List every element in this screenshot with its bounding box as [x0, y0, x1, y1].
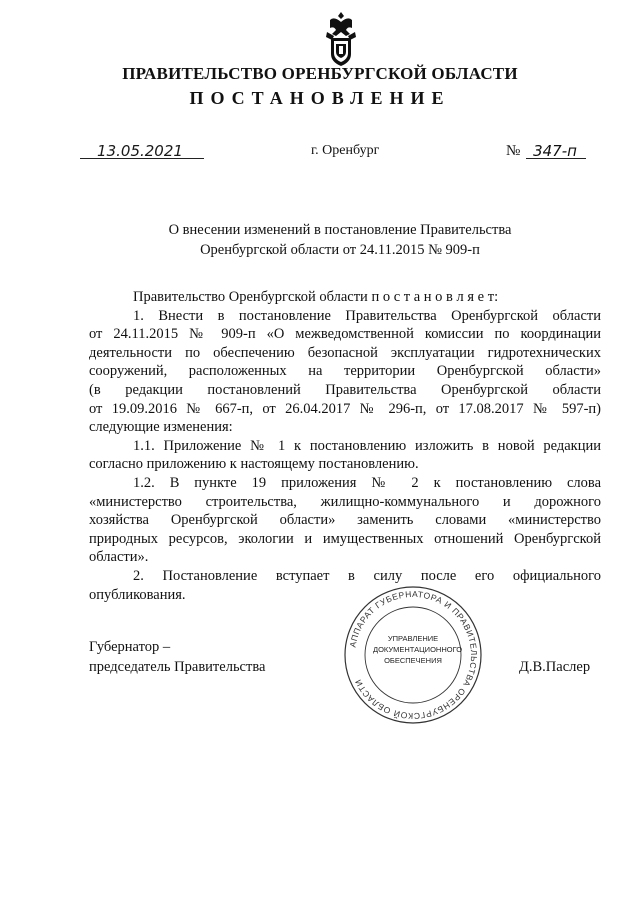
paragraph-line: 2. Постановление вступает в силу после его официального	[133, 567, 601, 584]
paragraph-line: 1.2. В пункте 19 приложения № 2 к постановлению слова	[133, 474, 601, 491]
coat-of-arms-icon	[322, 10, 360, 68]
paragraph-line: сооружений, расположенных на территории Оренбургской области»	[89, 363, 601, 380]
paragraph-line: от 24.11.2015 № 909-п «О межведомственной комиссии по координации	[89, 326, 601, 343]
document-subject	[120, 220, 560, 260]
organization-title: ПРАВИТЕЛЬСТВО ОРЕНБУРГСКОЙ ОБЛАСТИ	[122, 64, 518, 83]
paragraph-line: 1.1. Приложение № 1 к постановлению изложить в новой редакции	[133, 437, 601, 454]
stamp-inner-line: УПРАВЛЕНИЕ	[387, 634, 439, 643]
document-body	[89, 288, 601, 604]
preamble: Правительство Оренбургской области п о с т а н о в л я е т:	[133, 289, 499, 305]
subject-line: Оренбургской области от 24.11.2015 № 909-п	[200, 242, 480, 258]
paragraph-line: хозяйства Оренбургской области» заменить словами «министерство	[89, 512, 601, 529]
signatory-title-line: председатель Правительства	[89, 659, 266, 675]
signatory-title	[89, 637, 265, 677]
subject-line: О внесении изменений в постановление Правительства	[168, 222, 512, 238]
date-underline	[80, 158, 204, 159]
paragraph-line: следующие изменения:	[89, 419, 233, 436]
signatory-name: Д.В.Паслер	[519, 659, 591, 675]
signatory-title-line: Губернатор –	[89, 639, 171, 655]
number-underline	[526, 158, 586, 159]
paragraph-line: согласно приложению к настоящему постановлению.	[89, 456, 419, 473]
document-number: 347-п	[533, 142, 577, 160]
document-date: 13.05.2021	[97, 142, 183, 160]
paragraph-line: области».	[89, 549, 149, 566]
paragraph-line: опубликования.	[89, 586, 186, 603]
paragraph-line: деятельности по обеспечению безопасной эксплуатации гидротехнических	[89, 344, 601, 361]
paragraph-line: «министерство строительства, жилищно-коммунального и дорожного	[89, 493, 601, 510]
stamp-inner-line: ОБЕСПЕЧЕНИЯ	[384, 656, 442, 665]
document-number-label: №	[506, 143, 521, 159]
stamp-ring-text: АППАРАТ ГУБЕРНАТОРА И ПРАВИТЕЛЬСТВА ОРЕНБУРГСКОЙ ОБЛАСТИ	[347, 588, 480, 722]
stamp-inner-line: ДОКУМЕНТАЦИОННОГО	[373, 645, 463, 654]
document-city: г. Оренбург	[311, 143, 380, 158]
paragraph-line: 1. Внести в постановление Правительства Оренбургской области	[133, 307, 601, 324]
stamp-inner-text	[373, 633, 463, 666]
paragraph-line: (в редакции постановлений Правительства Оренбургской области	[89, 381, 601, 398]
paragraph-line: природных ресурсов, экологии и имущественных отношений Оренбургской	[89, 530, 601, 547]
official-stamp	[343, 585, 483, 725]
paragraph-line: от 19.09.2016 № 667-п, от 26.04.2017 № 296-п, от 17.08.2017 № 597-п)	[89, 400, 601, 417]
document-type-title: ПОСТАНОВЛЕНИЕ	[189, 88, 451, 108]
